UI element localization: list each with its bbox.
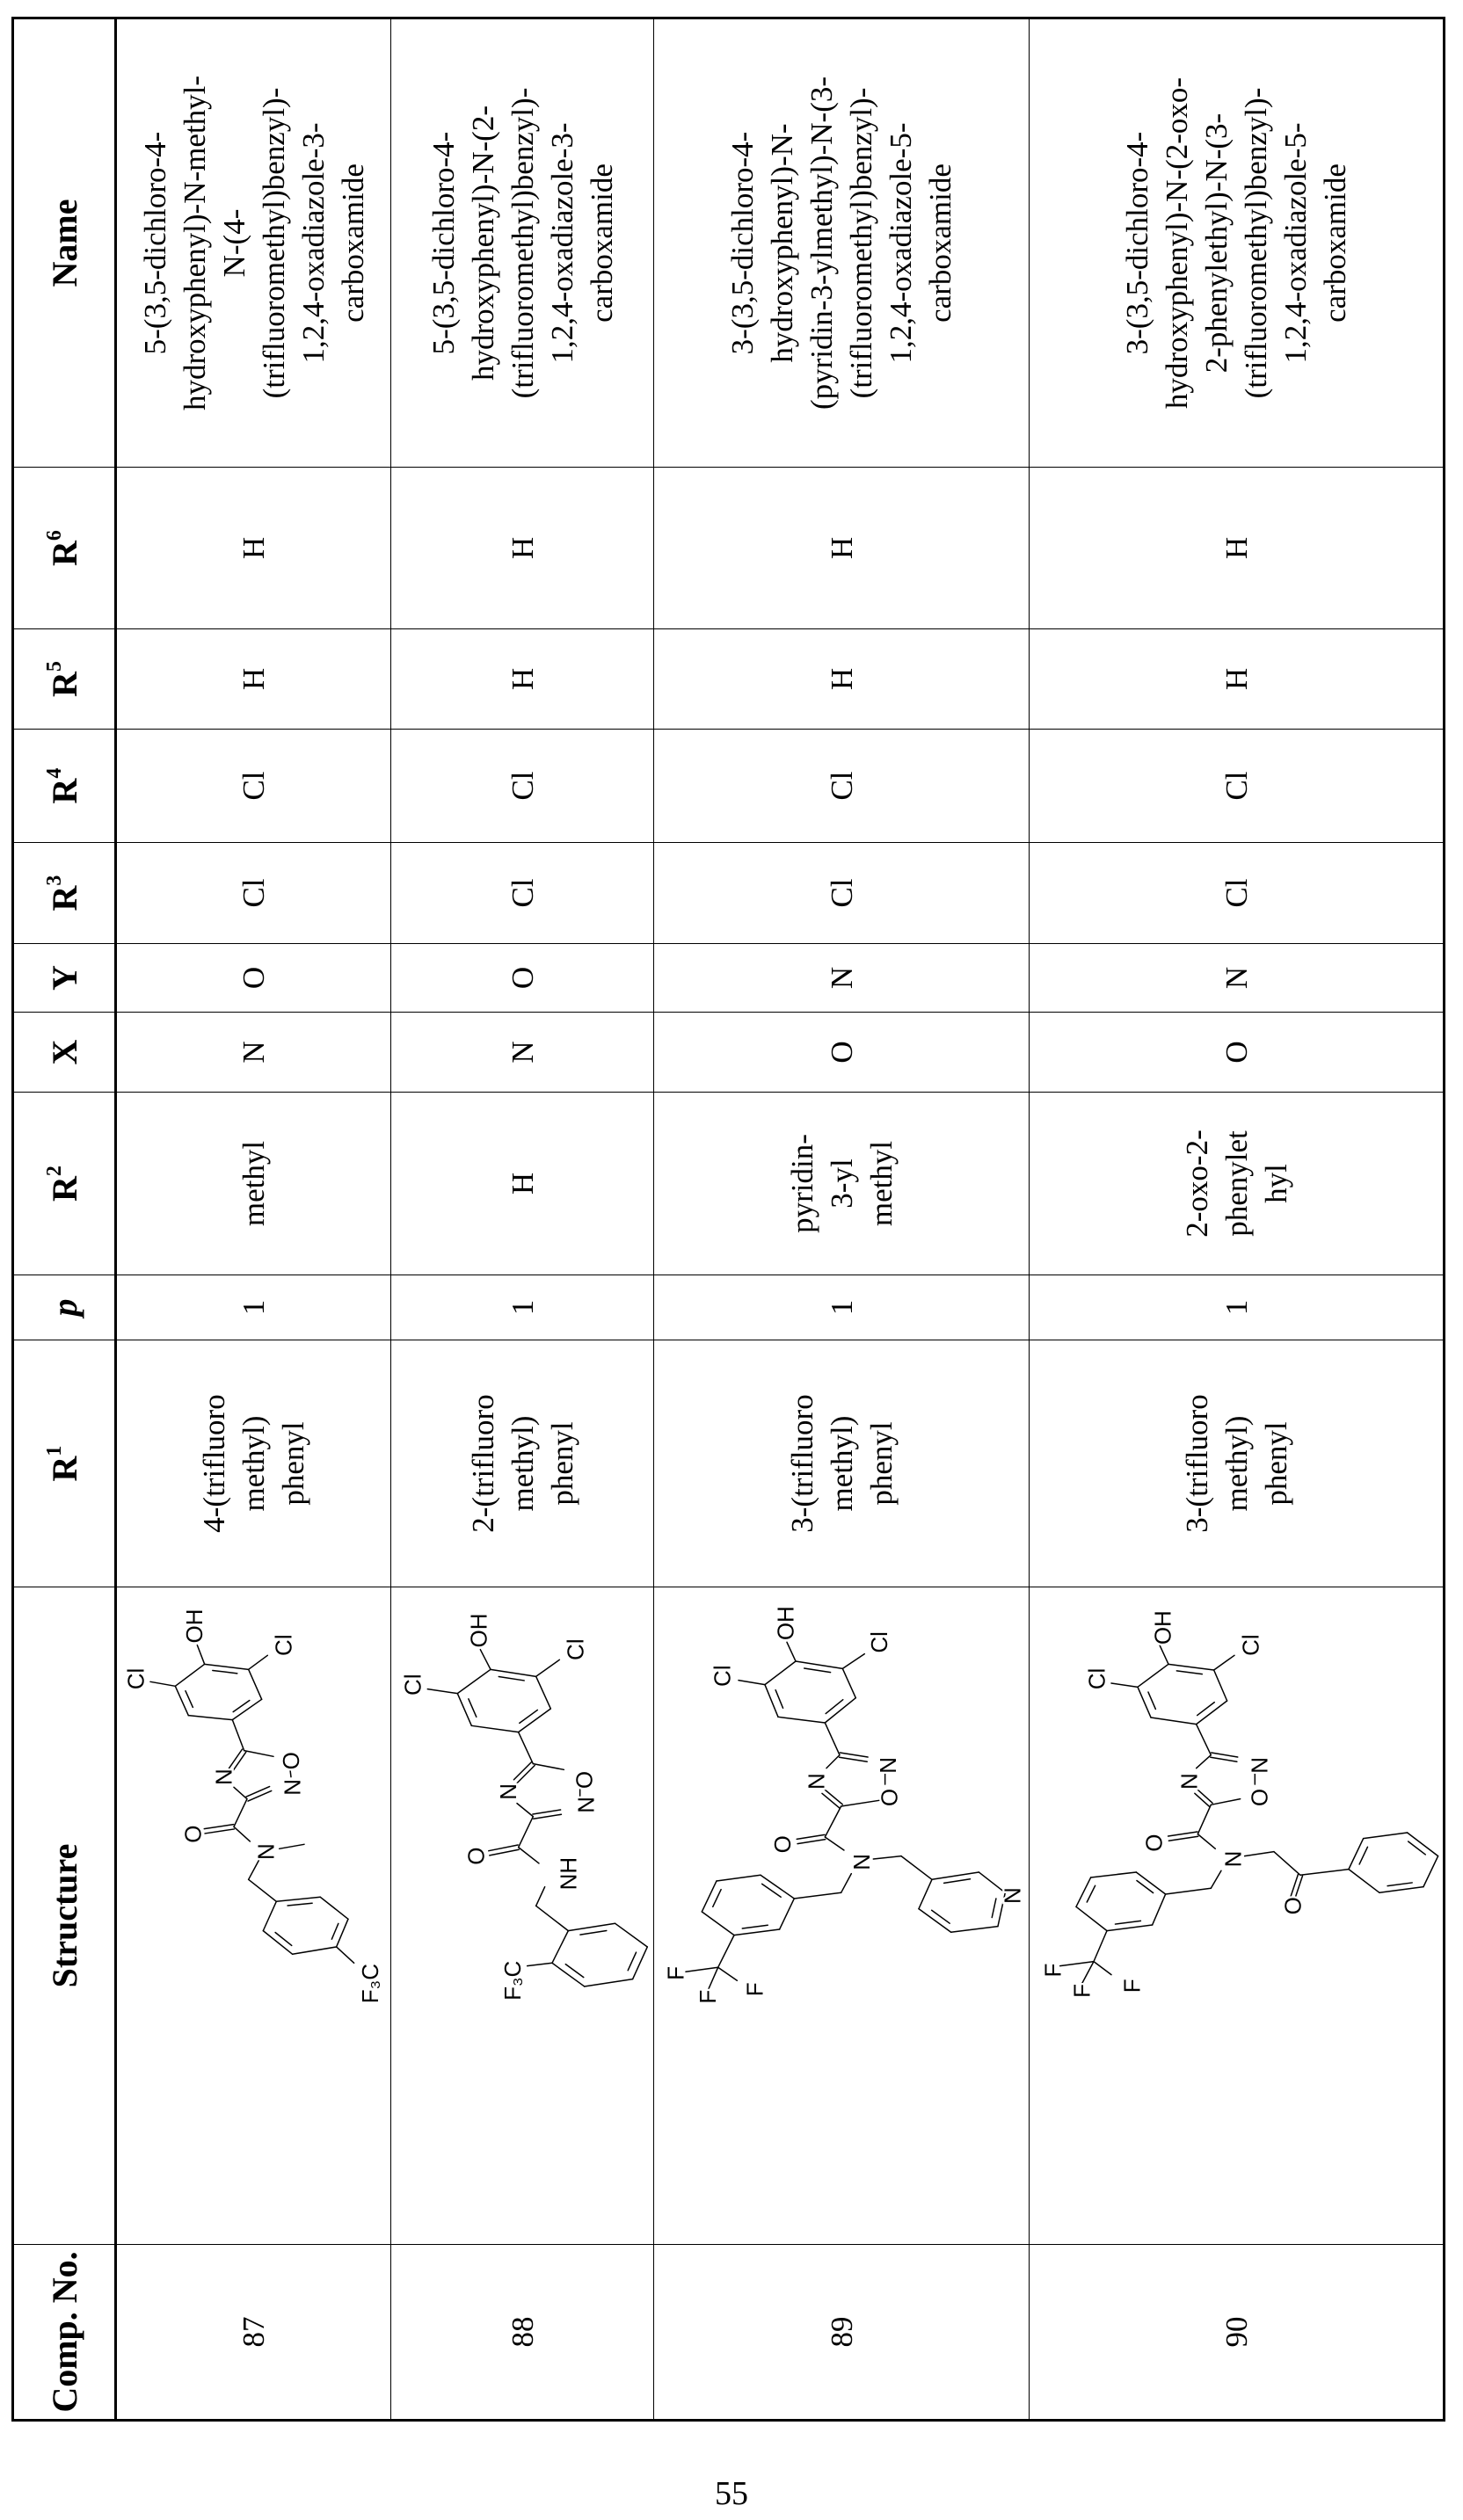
atom-label: Cl [710,1665,736,1687]
cell-x: N [116,1013,391,1093]
cell-r1: 2-(trifluoro methyl) phenyl [391,1340,654,1587]
cell-r6: H [116,468,391,629]
header-comp-no [13,2245,116,2421]
cell-r1: 3-(trifluoro methyl) phenyl [654,1340,1030,1587]
cell-r1: 4-(trifluoro methyl) phenyl [116,1340,391,1587]
atom-label: O [1140,1834,1167,1852]
cell-name: 3-(3,5-dichloro-4- hydroxyphenyl)-N- (pyridin-3-ylmethyl)-N-(3- (trifluoromethyl)benzyl)- 1,2,4-oxadiazole-5- carboxamide [654,18,1030,468]
cell-comp-no: 87 [116,2245,391,2421]
header-y [13,944,116,1013]
cell-p: 1 [391,1275,654,1340]
cell-x: N [391,1013,654,1093]
atom-label: F [662,1966,688,1980]
atom-label: OH [1149,1610,1175,1645]
atom-label: O [462,1848,489,1865]
cell-p: 1 [1030,1275,1445,1340]
cell-comp-no: 88 [391,2245,654,2421]
cell-y: O [391,944,654,1013]
cell-r3: Cl [654,843,1030,944]
atom-label: Cl [563,1638,589,1660]
cell-r4: Cl [654,730,1030,843]
cell-comp-no: 89 [654,2245,1030,2421]
cell-r3: Cl [1030,843,1445,944]
cell-x: O [654,1013,1030,1093]
atom-label: N [1175,1773,1202,1790]
atom-label: OH [466,1614,492,1648]
header-label: R [45,1176,84,1202]
cell-structure [1030,1587,1445,2245]
header-r3 [13,843,116,944]
header-label: p [45,1299,84,1317]
atom-label: N [875,1757,901,1774]
header-label: X [45,1040,84,1065]
header-p [13,1275,116,1340]
atom-label: O [179,1826,206,1843]
header-r2 [13,1093,116,1275]
header-superscript: 3 [43,875,66,886]
atom-label: N [1219,1851,1246,1868]
table-row [391,18,654,2421]
atom-label: OH [772,1606,798,1640]
cell-p: 1 [654,1275,1030,1340]
atom-label: N [280,1779,306,1796]
atom-label: Cl [400,1674,426,1696]
cell-r3: Cl [116,843,391,944]
atom-label: F [1039,1964,1066,1978]
cell-structure [391,1587,654,2245]
atom-label: N [495,1783,521,1800]
compound-table-rotated [11,19,1443,2422]
atom-label: O [1246,1789,1272,1806]
header-r1 [13,1340,116,1587]
header-label: R [45,779,84,804]
atom-label: N [210,1768,237,1785]
cell-x: O [1030,1013,1445,1093]
header-label: R [45,1456,84,1482]
cell-r4: Cl [116,730,391,843]
cell-r5: H [1030,629,1445,730]
cell-structure [654,1587,1030,2245]
cell-y: N [1030,944,1445,1013]
cell-r5: H [116,629,391,730]
atom-label: N [1000,1887,1026,1904]
cell-r2: 2-oxo-2- phenylet hyl [1030,1093,1445,1275]
page-number: 55 [703,2474,760,2513]
atom-label: O [1280,1897,1307,1914]
atom-label: N [803,1773,829,1790]
header-superscript: 4 [43,768,66,779]
cell-r2: pyridin- 3-yl methyl [654,1093,1030,1275]
cell-name: 3-(3,5-dichloro-4- hydroxyphenyl)-N-(2-oxo- 2-phenylethyl)-N-(3- (trifluoromethyl)benzyl)- 1,2,4-oxadiazole-5- carboxamide [1030,18,1445,468]
atom-label: Cl [866,1631,892,1653]
atom-label: F [695,1990,721,2004]
cell-r1: 3-(trifluoro methyl) phenyl [1030,1340,1445,1587]
cell-p: 1 [116,1275,391,1340]
cell-r4: Cl [391,730,654,843]
header-superscript: 2 [43,1166,66,1176]
header-r4 [13,730,116,843]
header-name [13,18,116,468]
atom-label: N [253,1843,280,1860]
atom-label: F₃C [357,1964,383,2003]
header-label: R [45,886,84,911]
cell-name: 5-(3,5-dichloro-4- hydroxyphenyl)-N-(2- (trifluoromethyl)benzyl)- 1,2,4-oxadiazole-3- carboxamide [391,18,654,468]
atom-label: Cl [1083,1668,1110,1690]
compound-table [11,17,1445,2422]
header-label: Name [45,200,84,287]
atom-label: N [848,1854,875,1870]
cell-r3: Cl [391,843,654,944]
header-label: R [45,672,84,697]
header-label: Y [45,965,84,991]
cell-r5: H [391,629,654,730]
header-row [13,18,116,2421]
atom-label: O [571,1771,598,1789]
header-x [13,1013,116,1093]
table-row [116,18,391,2421]
atom-label: F [1069,1984,1095,1998]
atom-label: F [741,1982,768,1996]
atom-label: Cl [122,1668,149,1690]
cell-r5: H [654,629,1030,730]
cell-r6: H [1030,468,1445,629]
atom-label: O [877,1789,903,1806]
cell-structure [116,1587,391,2245]
atom-label: F₃C [499,1961,526,2001]
header-label: Structure [45,1844,84,1988]
atom-label: OH [181,1609,207,1644]
header-label: R [45,541,84,566]
header-superscript: 5 [43,661,66,672]
cell-r4: Cl [1030,730,1445,843]
atom-label: NH [555,1857,581,1891]
header-label: Comp. No. [45,2251,84,2412]
header-superscript: 6 [43,530,66,541]
cell-y: N [654,944,1030,1013]
atom-label: Cl [271,1634,297,1656]
cell-r2: H [391,1093,654,1275]
table-row [654,18,1030,2421]
cell-r2: methyl [116,1093,391,1275]
header-superscript: 1 [43,1446,66,1456]
atom-label: N [1246,1757,1272,1774]
header-r5 [13,629,116,730]
cell-comp-no: 90 [1030,2245,1445,2421]
atom-label: Cl [1237,1634,1263,1656]
header-structure [13,1587,116,2245]
cell-r6: H [654,468,1030,629]
atom-label: F [1118,1979,1145,1993]
cell-y: O [116,944,391,1013]
cell-r6: H [391,468,654,629]
atom-label: N [572,1797,599,1813]
table-row [1030,18,1445,2421]
atom-label: O [769,1835,796,1853]
atom-label: O [278,1752,304,1769]
cell-name: 5-(3,5-dichloro-4- hydroxyphenyl)-N-methyl- N-(4- (trifluoromethyl)benzyl)- 1,2,4-oxadiazole-3- carboxamide [116,18,391,468]
header-r6 [13,468,116,629]
